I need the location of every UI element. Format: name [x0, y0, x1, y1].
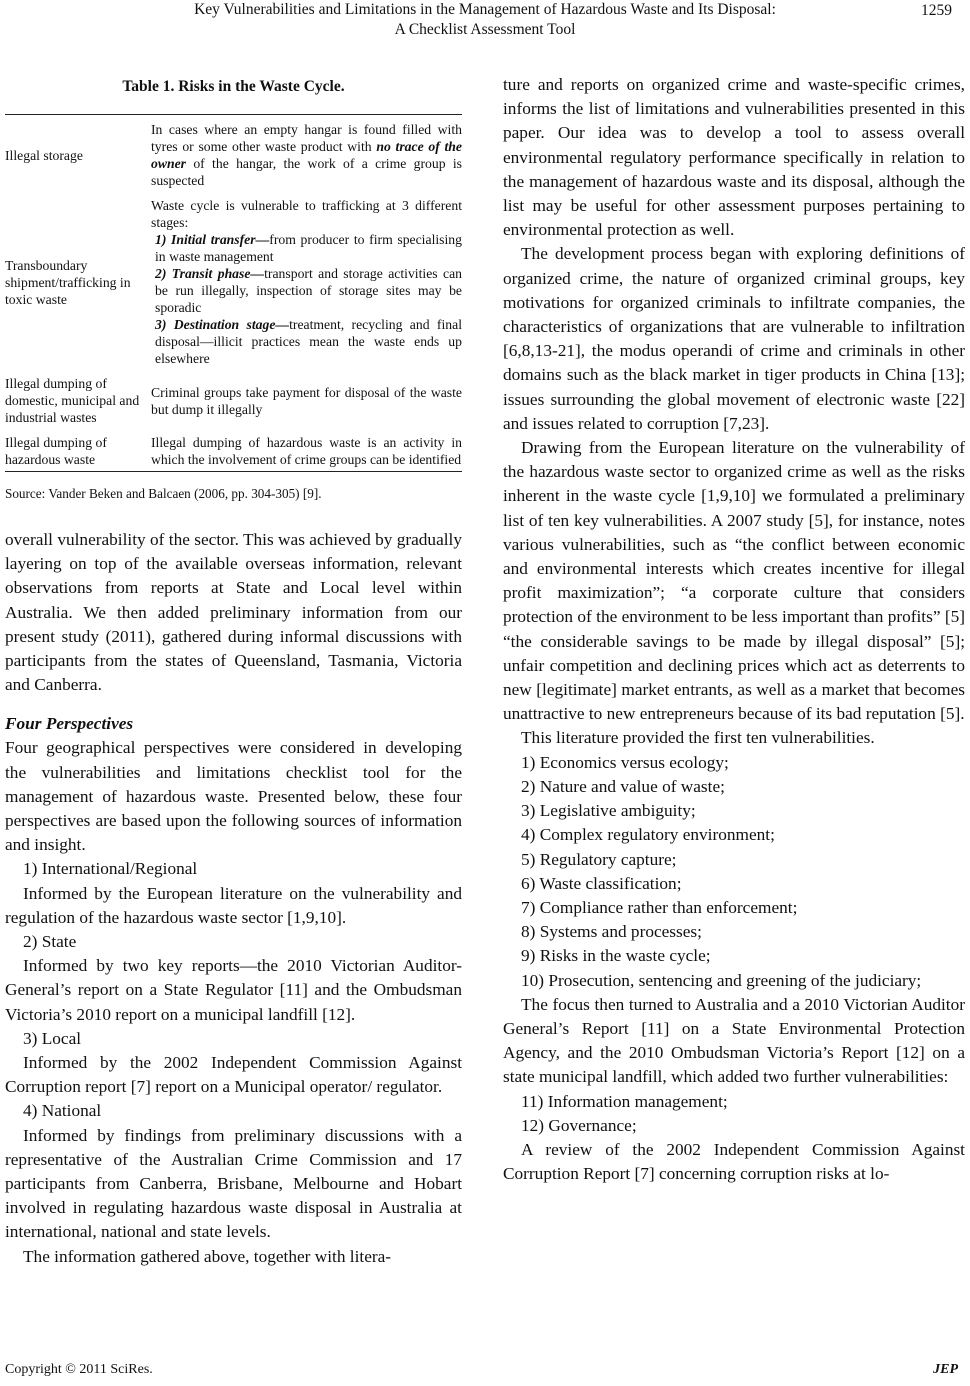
- list-item: 6) Waste classification;: [521, 873, 682, 893]
- list-item: 4) National: [23, 1101, 102, 1121]
- table-category: Illegal dumping of hazardous waste: [5, 430, 151, 472]
- journal-abbrev: JEP: [933, 1362, 958, 1377]
- left-column: [5, 68, 462, 1269]
- list-item: 4) Complex regulatory environment;: [521, 825, 775, 845]
- copyright: Copyright © 2011 SciRes.: [5, 1362, 153, 1377]
- list-item: 1) Economics versus ecology;: [521, 752, 729, 772]
- paragraph: Informed by the 2002 Independent Commission Against Corruption report [7] report on a Municipal operator/ regulator.: [5, 1053, 462, 1097]
- list-item: 9) Risks in the waste cycle;: [521, 946, 711, 966]
- vulnerability-list-2: [503, 1090, 965, 1138]
- list-item: 3) Local: [23, 1028, 82, 1048]
- header-title-line1: Key Vulnerabilities and Limitations in the Management of Hazardous Waste and Its Disposal:: [194, 1, 776, 18]
- paragraph: overall vulnerability of the sector. This was achieved by gradually layering on top of the available overseas information, relevant observations from reports at State and Local level within Australia. We then added preliminary information from our present study (2011), gathered during informal discussions with participants from the states of Queensland, Tasmania, Victoria and Canberra.: [5, 530, 462, 695]
- stage-item: 1) Initial transfer—from producer to firm specialising in waste management: [155, 232, 462, 264]
- table-description: In cases where an empty hangar is found filled with tyres or some other waste product with no trace of the owner of the hangar, the work of a crime group is suspected: [151, 115, 462, 194]
- running-header: [70, 0, 900, 40]
- risk-table: [5, 114, 462, 472]
- paragraph: Four geographical perspectives were considered in developing the vulnerabilities and limitations checklist tool for the management of hazardous waste. Presented below, these four perspectives are based upon the following sources of information and insight.: [5, 738, 462, 855]
- section-heading: Four Perspectives: [5, 714, 134, 734]
- list-item: 2) State: [23, 932, 77, 952]
- table-row: [5, 193, 462, 371]
- paragraph: Informed by two key reports—the 2010 Victorian Auditor-General’s report on a State Regulator [11] and the Ombudsman Victoria’s 2010 report on a municipal landfill [12].: [5, 956, 462, 1024]
- list-item: 1) International/Regional: [23, 859, 198, 879]
- paragraph: The information gathered above, together with litera-: [23, 1246, 392, 1266]
- stage-item: 3) Destination stage—treatment, recycling and final disposal—illicit practices mean the waste ends up elsewhere: [155, 317, 462, 366]
- table-description: Criminal groups take payment for disposal of the waste but dump it illegally: [151, 384, 462, 417]
- table-description: Illegal dumping of hazardous waste is an activity in which the involvement of crime groups can be identified: [151, 430, 462, 472]
- paragraph: Informed by the European literature on the vulnerability and regulation of the hazardous waste sector [1,9,10].: [5, 883, 462, 927]
- stage-item: 2) Transit phase—transport and storage activities can be run illegally, inspection of storage sites may be sporadic: [155, 266, 462, 315]
- list-item: 2) Nature and value of waste;: [521, 776, 725, 796]
- vulnerability-list: [503, 751, 965, 993]
- table-row: [5, 371, 462, 430]
- header-title-line2: A Checklist Assessment Tool: [394, 21, 576, 38]
- table-category: Illegal storage: [5, 115, 151, 194]
- table-source: Source: Vander Beken and Balcaen (2006, pp. 304-305) [9].: [5, 486, 322, 501]
- paragraph: ture and reports on organized crime and waste-specific crimes, informs the list of limitations and vulnerabilities presented in this paper. Our idea was to develop a tool to assess overall environmental regulatory performance specifically in relation to the management of hazardous waste and its disposal, although the list may be useful for other assessment purposes pertaining to environmental protection as well.: [503, 75, 965, 240]
- list-item: 12) Governance;: [521, 1115, 637, 1135]
- paragraph: Informed by findings from preliminary discussions with a representative of the Australian Crime Commission and 17 participants from Canberra, Brisbane, Melbourne and Hobart involved in regulating hazardous waste disposal in Australia at international, national and state levels.: [5, 1125, 462, 1242]
- page-number: 1259: [921, 2, 952, 19]
- right-column: [503, 73, 965, 1186]
- list-item: 11) Information management;: [521, 1091, 728, 1111]
- table-caption: Table 1. Risks in the Waste Cycle.: [122, 78, 345, 95]
- table-category: Transboundary shipment/trafficking in toxic waste: [5, 257, 131, 307]
- table-description: Waste cycle is vulnerable to trafficking at 3 different stages: 1) Initial transfer—from producer to firm specialising in waste management 2) Transit phase—transport and storage activities can be run illegally, inspection of storage sites may be sporadic 3) Destination stage—treatment, recycling and final disposal—illicit practices mean the waste ends up elsewhere: [151, 198, 462, 366]
- list-item: 8) Systems and processes;: [521, 922, 702, 942]
- paragraph: Drawing from the European literature on the vulnerability of the hazardous waste sector to organized crime as well as the risks inherent in the waste cycle [1,9,10] we formulated a preliminary list of ten key vulnerabilities. A 2007 study [5], for instance, notes various vulnerabilities, such as “the conflict between economic and environmental interests which creates incentive for illegal profit maximization”; “a corporate culture that considers protection of the environment to be less important than profits” [5] “the considerable savings to be made by illegal disposal” [5]; unfair competition and declining prices which act as deterrents to new [legitimate] market entrants, as well as a market that becomes unattractive to new entrepreneurs because of its bad reputation [5].: [503, 438, 965, 724]
- list-item: 5) Regulatory capture;: [521, 849, 677, 869]
- paragraph: This literature provided the first ten vulnerabilities.: [521, 728, 875, 748]
- list-item: 10) Prosecution, sentencing and greening of the judiciary;: [521, 970, 922, 990]
- table-category: Illegal dumping of domestic, municipal and industrial wastes: [5, 376, 140, 425]
- list-item: 3) Legislative ambiguity;: [521, 801, 696, 821]
- list-item: 7) Compliance rather than enforcement;: [521, 897, 798, 917]
- table-row: [5, 115, 462, 194]
- paragraph: The focus then turned to Australia and a 2010 Victorian Auditor General’s Report [11] on a State Environmental Protection Agency, and the 2010 Ombudsman Victoria’s Report [12] on a state municipal landfill, which added two further vulnerabilities:: [503, 994, 965, 1087]
- table-row: [5, 430, 462, 472]
- paragraph: The development process began with exploring definitions of organized crime, the nature of organized criminal groups, key motivations for organized criminals to infiltrate companies, the characteristics of organizations that are vulnerable to infiltration [6,8,13-21], the modus operandi of crime and criminals in other domains such as the black market in tiger products in China [13]; issues surrounding the global movement of electronic waste [22] and issues related to corruption [7,23].: [503, 244, 965, 433]
- paragraph: A review of the 2002 Independent Commission Against Corruption Report [7] concerning corruption risks at lo-: [503, 1139, 965, 1184]
